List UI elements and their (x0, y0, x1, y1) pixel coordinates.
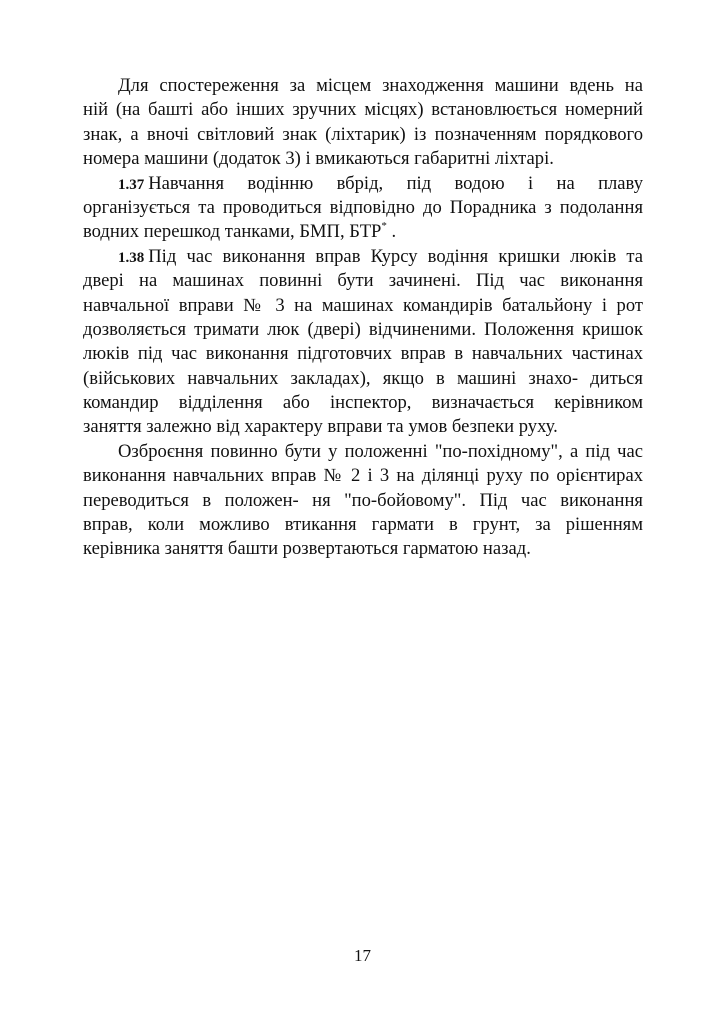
paragraph-1-38 (83, 245, 643, 440)
clause-number: 1.37 (118, 176, 145, 193)
paragraph-1-37 (83, 172, 643, 245)
text-line (83, 172, 643, 196)
page-number: 17 (354, 946, 371, 965)
text-line: командир відділення або інспектор, визначається керівником (83, 392, 643, 414)
line-tail: . (386, 221, 397, 243)
text-line: переводиться в положен- ня "по-бойовому". Під час виконання (83, 489, 643, 511)
text-line: виконання навчальних вправ № 2 і 3 на ділянці руху по орієнтирах (83, 465, 643, 487)
text-line: Для спостереження за місцем знаходження машини вдень на (118, 75, 643, 96)
text-line: заняття залежно від характеру вправи та умов безпеки руху. (83, 416, 558, 438)
paragraph-armament (83, 440, 643, 562)
text-line: Озброєння повинно бути у положенні "по-похідному", а під час (118, 440, 643, 462)
paragraph-observation (83, 74, 643, 172)
text-line: (військових навчальних закладах), якщо в машині знахо- диться (83, 367, 643, 389)
text-line: люків під час виконання підготовчих вправ в навчальних частинах (83, 343, 643, 365)
text-line: дозволяється тримати люк (двері) відчиненими. Положення кришок (83, 318, 643, 340)
text-line: керівника заняття башти розвертаються гарматою назад. (83, 538, 531, 560)
text-line-content: водних перешкод танками, БМП, БТР (83, 221, 382, 243)
text-line: ній (на башті або інших зручних місцях) встановлюється номерний (83, 99, 643, 121)
text-line: організується та проводиться відповідно до Порадника з подолання (83, 196, 643, 218)
text-line: знак, а вночі світловий знак (ліхтарик) із позначенням порядкового (83, 123, 643, 145)
document-body (83, 74, 643, 562)
text-line (83, 220, 643, 244)
text-line-content: Під час виконання вправ Курсу водіння кришки люків та (148, 245, 643, 267)
text-line: двері на машинах повинні бути зачинені. Під час виконання (83, 270, 643, 292)
text-line: вправ, коли можливо втикання гармати в грунт, за рішенням (83, 514, 643, 536)
text-line-content: Навчання водінню вбрід, під водою і на плаву (148, 172, 643, 194)
footnote-mark: * (381, 220, 387, 233)
text-line (83, 245, 643, 269)
text-line: номера машини (додаток 3) і вмикаються габаритні ліхтарі. (83, 148, 554, 170)
clause-number: 1.38 (118, 249, 145, 266)
text-line: навчальної вправи № 3 на машинах командирів батальйону і рот (83, 294, 643, 316)
